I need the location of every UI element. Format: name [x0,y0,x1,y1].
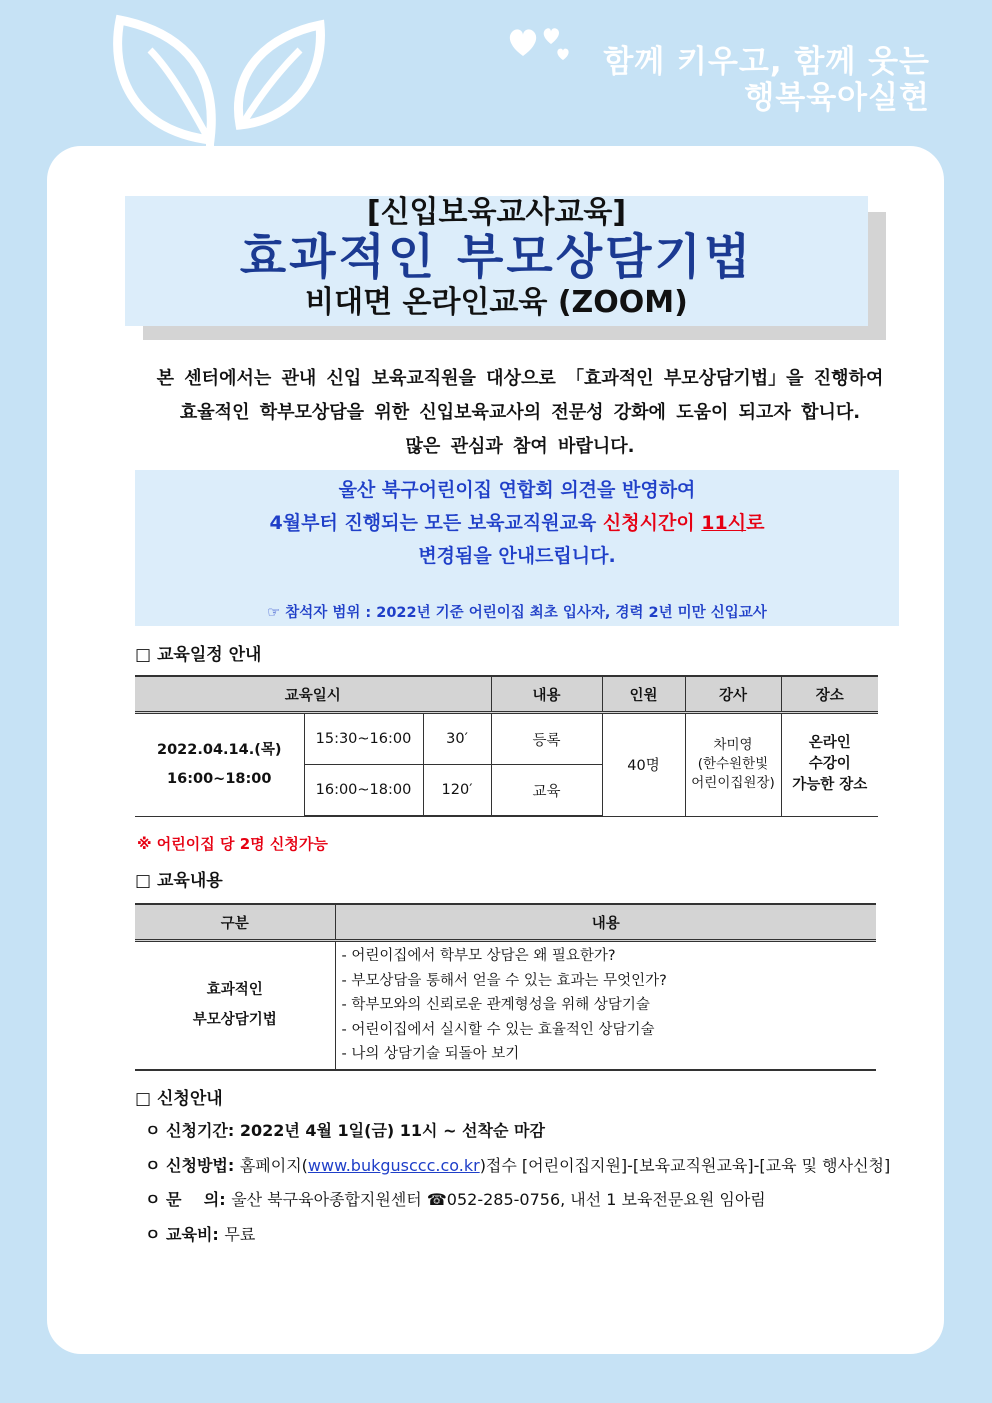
notice-line2-a: 4월부터 진행되는 모든 보육교직원교육 [269,512,603,534]
apply-period-value: 2022년 4월 1일(금) 11시 ~ 선착순 마감 [239,1121,545,1140]
notice-line2-c: 11시 [701,512,747,534]
intro-text [120,362,920,464]
apply-method [145,1149,925,1184]
content-category [135,941,335,1070]
people-count: 40명 [602,713,685,817]
apply-method-a: 홈페이지( [239,1155,308,1175]
header-content: 내용 [491,676,602,713]
header-details: 내용 [335,904,876,941]
category-line1: 효과적인 [206,982,263,999]
title-mode: 비대면 온라인교육 (ZOOM) [305,285,688,320]
intro-line1: 본 센터에서는 관내 신입 보육교직원을 대상으로 「효과적인 부모상담기법」을 진행하여 [156,368,884,389]
header-lecturer: 강사 [685,676,781,713]
category-line2: 부모상담기법 [192,1012,277,1029]
content-table [135,903,876,1071]
registration-note: ※ 어린이집 당 2명 신청가능 [137,835,328,853]
notice-line3: 변경됨을 안내드립니다. [418,545,616,567]
apply-period [145,1114,925,1149]
list-item: - 어린이집에서 실시할 수 있는 효율적인 상담기술 [341,1021,655,1038]
lecturer-org2: 어린이집원장) [691,775,775,792]
title-subtitle: [신입보육교사교육] [366,195,627,230]
apply-method-b: )접수 [어린이집지원]-[보육교직원교육]-[교육 및 행사신청] [479,1155,891,1175]
lecturer [685,713,781,817]
apply-inquiry-value: 울산 북구육아종합지원센터 ☎052-285-0756, 내선 1 보육전문요원 임아림 [231,1190,766,1209]
schedule-time-value: 16:00~18:00 [167,770,272,787]
title-box [125,196,868,326]
content-details [335,941,876,1070]
schedule-date [135,713,304,817]
list-item: - 어린이집에서 학부모 상담은 왜 필요한가? [341,948,616,964]
row1-content: 등록 [491,713,602,765]
schedule-date-value: 2022.04.14.(목) [157,741,282,758]
row1-time: 15:30~16:00 [304,713,423,765]
homepage-link[interactable]: www.bukgusccc.co.kr [307,1155,480,1175]
page-title: 효과적인 부모상담기법 [239,229,754,285]
list-item: - 학부모와의 신뢰로운 관계형성을 위해 상담기술 [341,997,650,1014]
row2-time: 16:00~18:00 [304,765,423,817]
schedule-table [135,675,878,817]
notice-line2-d: 로 [746,512,765,534]
header-people: 인원 [602,676,685,713]
list-item: - 나의 상담기술 되돌아 보기 [341,1046,520,1063]
apply-fee-label: ㅇ 교육비: [145,1224,225,1244]
apply-fee [145,1218,925,1253]
apply-inquiry [145,1183,925,1218]
header-datetime: 교육일시 [135,676,491,713]
content-heading: □ 교육내용 [135,871,223,891]
apply-inquiry-label: ㅇ 문 의: [145,1190,232,1209]
row1-duration: 30′ [423,713,491,765]
notice-line2 [135,507,899,540]
place [781,713,878,817]
slogan-line2: 행복육아실현 [744,80,930,116]
apply-info [145,1114,925,1252]
place-line2: 수강이 [808,756,851,773]
header-category: 구분 [135,904,335,941]
notice-line1: 울산 북구어린이집 연합회 의견을 반영하여 [338,479,696,501]
lecturer-name: 차미영 [713,737,753,754]
header-place: 장소 [781,676,878,713]
leaves-icon [110,10,340,160]
apply-fee-value: 무료 [224,1224,256,1244]
hearts-icon [505,22,575,62]
slogan-line1: 함께 키우고, 함께 웃는 [603,44,930,80]
participant-scope: ☞ 참석자 범위 : 2022년 기준 어린이집 최초 입사자, 경력 2년 미만 신입교사 [267,605,767,621]
notice-box [135,470,899,626]
intro-line3: 많은 관심과 참여 바랍니다. [405,436,635,457]
row2-content: 교육 [491,765,602,817]
apply-heading: □ 신청안내 [135,1089,223,1109]
apply-period-label: ㅇ 신청기간: [145,1121,240,1140]
notice-line2-b: 신청시간이 [602,512,702,534]
place-line3: 가능한 장소 [792,777,868,794]
row2-duration: 120′ [423,765,491,817]
intro-line2: 효율적인 학부모상담을 위한 신입보육교사의 전문성 강화에 도움이 되고자 합니다. [179,402,861,423]
schedule-heading: □ 교육일정 안내 [135,645,262,665]
lecturer-org1: (한수원한빛 [697,756,769,773]
slogan [603,44,930,116]
apply-method-label: ㅇ 신청방법: [145,1155,240,1175]
place-line1: 온라인 [808,735,851,752]
list-item: - 부모상담을 통해서 얻을 수 있는 효과는 무엇인가? [341,972,667,989]
